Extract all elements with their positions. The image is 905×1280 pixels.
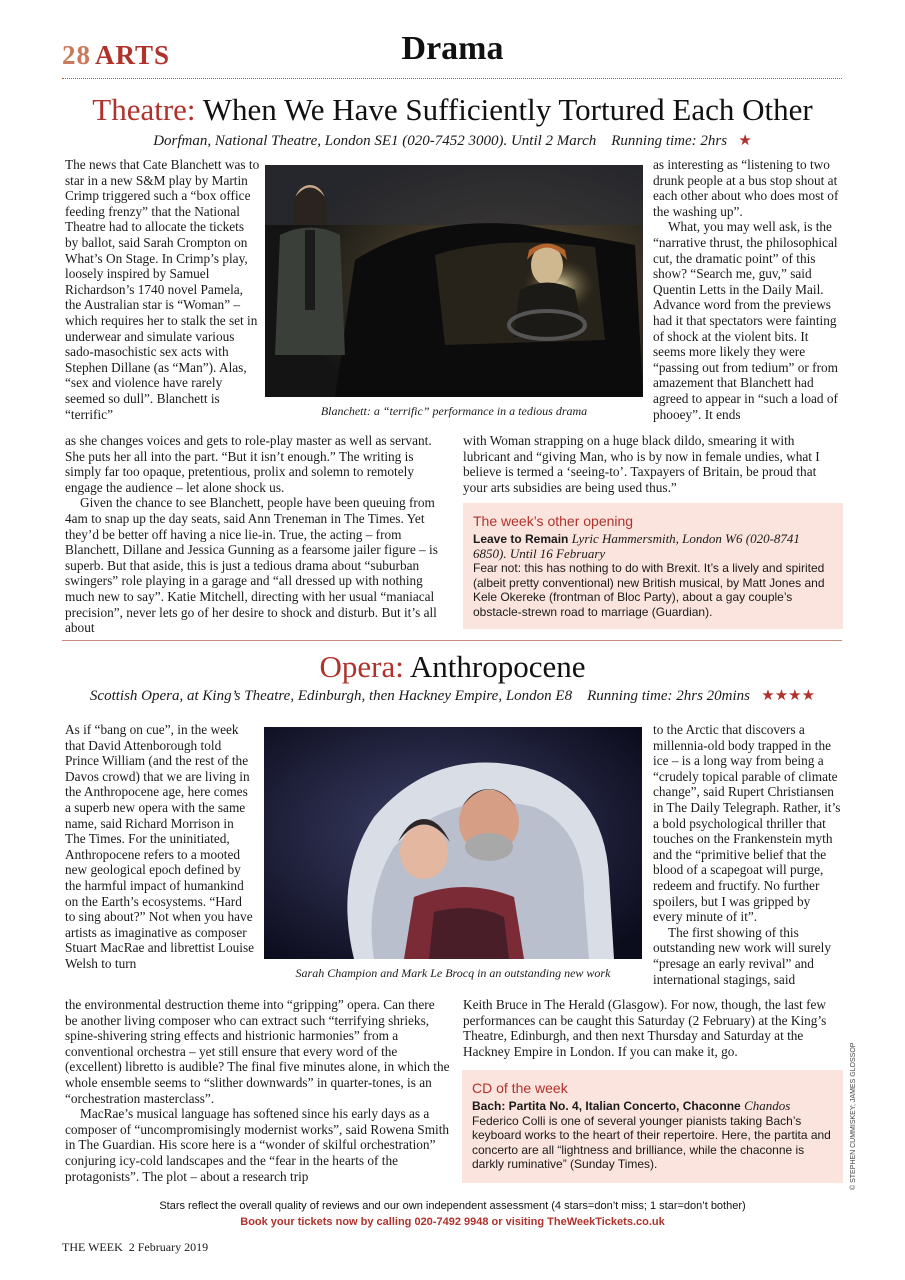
theatre-right-bottom-text: with Woman strapping on a huge black dildo, smearing it with lubricant and “giving Man, who is by now in female undies, what I believe is termed a ‘seeing-to’. Taxpayers of Britain, be proud that your arts subsidies are being used thus.”	[463, 433, 820, 495]
theatre-left-bottom-p1: as she changes voices and gets to role-play master as well as servant. She puts her all into the part. “But it isn’t enough.” The writing is simply far too opaque, pretentious, prolix and solemn to remotely engage the audience – let alone shock us.	[65, 433, 432, 495]
other-opening-text: Fear not: this has nothing to do with Brexit. It’s a lively and spirited (albeit pretty conventional) new British musical, by Matt Jones and Kele Okereke (frontman of Bloc Party), about a gay couple’s obstacle-strewn road to marriage (Guardian).	[473, 561, 825, 619]
theatre-headline	[0, 92, 905, 128]
cd-of-week-details: Chandos	[744, 1098, 791, 1113]
photo-credit: © STEPHEN CUMMISKEY; JAMES GLOSSOP	[850, 1042, 857, 1190]
theatre-right-bottom	[463, 433, 843, 495]
opera-right-bottom	[463, 997, 843, 1059]
opera-caption: Sarah Champion and Mark Le Brocq in an outstanding new work	[295, 966, 611, 980]
opera-photo	[264, 727, 642, 959]
other-opening-body	[473, 532, 833, 619]
cd-of-week-show: Bach: Partita No. 4, Italian Concerto, Chaconne	[472, 1099, 741, 1113]
theatre-title: When We Have Sufficiently Tortured Each Other	[202, 92, 813, 127]
opera-right-p1: to the Arctic that discovers a millennia-old body trapped in the ice – is a long way from being a “crudely topical parable of climate change”, said Rupert Christiansen in The Daily Telegraph. Rather, it’s a bold psychological thriller that touches on the Frankenstein myth and the “primitive belief that the blood of a scapegoat will purge, redeem and fructify. No further spoilers, but I was gripped by every minute of it”.	[653, 722, 841, 925]
theatre-right-column	[653, 157, 843, 422]
theatre-stars: ★	[738, 133, 752, 149]
theatre-photo-image	[265, 165, 643, 397]
opera-left-column	[65, 722, 255, 972]
opera-right-p2: The first showing of this outstanding new work will surely “presage an early revival” and international stagings, said	[653, 924, 832, 987]
theatre-right-p2: What, you may well ask, is the “narrative thrust, the philosophical cut, the dramatic point” of this show? “Search me, guv,” said Quentin Letts in the Daily Mail. Advance word from the previews had it that spectators were fainting of shock at the violent bits. It seems more likely they were “passing out from tedium” or from amazement that Blanchett had agreed to appear in “such a load of phooey”. It ends	[653, 219, 839, 422]
booking-line: Book your tickets now by calling 020-7492 9948 or visiting TheWeekTickets.co.uk	[240, 1216, 665, 1228]
issue-date: THE WEEK 2 February 2019	[62, 1240, 209, 1254]
theatre-left-column	[65, 157, 260, 422]
header-divider	[62, 78, 842, 79]
stars-note: Stars reflect the overall quality of reviews and our own independent assessment (4 stars=don’t miss; 1 star=don’t bother)	[159, 1200, 746, 1212]
other-opening-details: Lyric Hammersmith, London W6 (020-8741 6850). Until 16 February	[473, 531, 800, 561]
other-opening-box	[463, 503, 843, 629]
opera-photo-image	[264, 727, 642, 959]
opera-left-text: As if “bang on cue”, in the week that David Attenborough told Prince William (and the rest of the Davos crowd) that we are living in the Anthropocene age, here comes a superb new opera with the same name, said Richard Morrison in The Times. For the uninitiated, Anthropocene refers to a mooted new geological epoch defined by the harmful impact of humankind on the Earth’s ecosystems. “Hard to sing about?” Not when you have artists as imaginative as composer Stuart MacRae and librettist Louise Welsh to turn	[65, 722, 255, 971]
section-label: ARTS	[95, 40, 171, 70]
opera-title: Anthropocene	[409, 649, 586, 684]
opera-headline	[0, 649, 905, 685]
opera-running-time: Running time: 2hrs 20mins	[587, 688, 751, 704]
opera-stars: ★★★★	[761, 688, 816, 704]
cd-of-week-text: Federico Colli is one of several younger pianists taking Bach’s keyboard works to the heart of their repertoire. Here, the partita and concerto are all “lightness and brilliance, while the chaconne is darkly ruminative” (Sunday Times).	[472, 1113, 831, 1171]
opera-venue: Scottish Opera, at King’s Theatre, Edinburgh, then Hackney Empire, London E8	[89, 688, 573, 704]
opera-left-bottom-p2: MacRae’s musical language has softened since his early days as a composer of “uncompromisingly modernist works”, said Rowena Smith in The Guardian. His score here is a “wonder of skilful orchestration” conjuring icy-cold landscapes and the “fear in the hearts of the protagonists”. The plot – about a research trip	[65, 1106, 450, 1184]
cd-of-week-box	[462, 1070, 843, 1183]
theatre-subhead	[0, 131, 905, 150]
other-opening-show: Leave to Remain	[473, 532, 569, 546]
section-divider	[62, 640, 842, 641]
cd-of-week-title: CD of the week	[472, 1080, 568, 1096]
cd-of-week-body	[472, 1099, 833, 1172]
theatre-right-p1: as interesting as “listening to two drunk people at a bus stop shout at each other about who does most of the washing up”.	[653, 157, 839, 219]
theatre-venue: Dorfman, National Theatre, London SE1 (020-7452 3000). Until 2 March	[153, 133, 597, 149]
opera-right-column	[653, 722, 843, 987]
theatre-photo	[265, 165, 643, 397]
theatre-left-bottom-p2: Given the chance to see Blanchett, people have been queuing from 4am to snap up the day seats, said Ann Treneman in The Times. Yet they’d be better off having a nice lie-in. True, the acting – from Blanchett, Dillane and Jessica Gunning as a fearsome jailer figure – is superb. But that aside, this is just a tedious drama about “suburban swingers” role playing in a garage and “all dressed up with nothing much new to say”. Katie Mitchell, directing with her usual “maniacal precision”, never lets go of her desire to shock and disturb. But it’s all about	[65, 495, 438, 636]
opera-subhead	[0, 686, 905, 705]
opera-left-bottom-p1: the environmental destruction theme into “gripping” opera. Can there be another living composer who can extract such “terrifying shrieks, spine-shivering string effects and histrionic harmonies” from a conventional orchestra – yet still ensure that every word of the (excellent) libretto is audible? The final five minutes alone, in which the whole ensemble seems to “slither downwards” in quarter-tones, is an “orchestration masterclass”.	[65, 997, 450, 1106]
theatre-caption: Blanchett: a “terrific” performance in a tedious drama	[320, 404, 588, 418]
theatre-left-text: The news that Cate Blanchett was to star in a new S&M play by Martin Crimp triggered such a “box office feeding frenzy” that the National Theatre had to allocate the tickets by ballot, said Sarah Crompton on What’s On Stage. In Crimp’s play, loosely inspired by Samuel Richardson’s 1740 novel Pamela, the Australian star is “Woman” – which requires her to stalk the set in underwear and simulate various sado-masochistic sex acts with Stephen Dillane (as “Man”). Alas, “sex and violence have rarely seemed so dull”. Blanchett is “terrific”	[65, 157, 260, 422]
opera-kind: Opera:	[319, 649, 404, 684]
page-number-value: 28	[62, 40, 91, 70]
theatre-left-bottom	[65, 433, 450, 636]
theatre-running-time: Running time: 2hrs	[611, 133, 728, 149]
section-title: Drama	[401, 30, 504, 67]
theatre-kind: Theatre:	[92, 92, 196, 127]
other-opening-title: The week’s other opening	[473, 513, 634, 529]
opera-left-bottom	[65, 997, 450, 1184]
opera-right-bottom-text: Keith Bruce in The Herald (Glasgow). For now, though, the last few performances can be caught this Saturday (2 February) at the King’s Theatre, Edinburgh, and then next Thursday and Saturday at the Hackney Empire in London. If you can make it, go.	[463, 997, 827, 1059]
